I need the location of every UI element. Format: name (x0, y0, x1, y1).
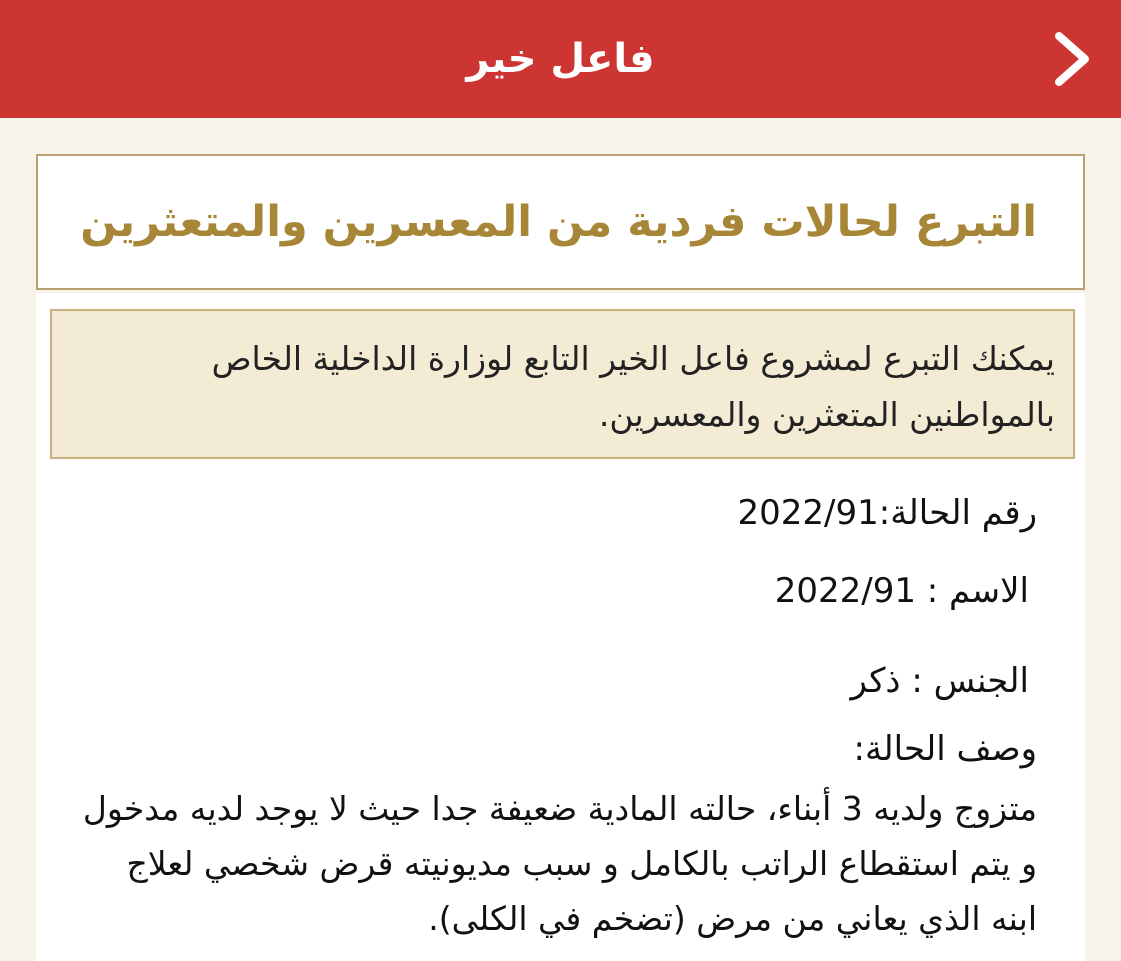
case-description: متزوج ولديه 3 أبناء، حالته المادية ضعيفة جدا حيث لا يوجد لديه مدخول و يتم استقطاع الراتب بالكامل و سبب مديونيته قرض شخصي لعلاج ابنه الذي يعاني من مرض (تضخم في الكلى). (82, 789, 1037, 938)
case-description-label: وصف الحالة: (853, 729, 1037, 769)
case-gender: الجنس : ذكر (850, 661, 1029, 701)
case-name: الاسم : 2022/91 (774, 571, 1029, 611)
notice-text: يمكنك التبرع لمشروع فاعل الخير التابع لوزارة الداخلية الخاص بالمواطنين المتعثرين والمعسرين. (211, 339, 1055, 434)
page-title: فاعل خير (466, 36, 655, 82)
info-notice (50, 309, 1075, 459)
chevron-right-icon (1037, 24, 1107, 94)
section-title-card (36, 154, 1085, 290)
back-button[interactable] (1037, 24, 1107, 94)
section-title: التبرع لحالات فردية من المعسرين والمتعثرين (80, 197, 1037, 247)
case-details-card (36, 293, 1085, 961)
case-number: رقم الحالة:2022/91 (737, 493, 1037, 533)
header-bar (0, 0, 1121, 118)
